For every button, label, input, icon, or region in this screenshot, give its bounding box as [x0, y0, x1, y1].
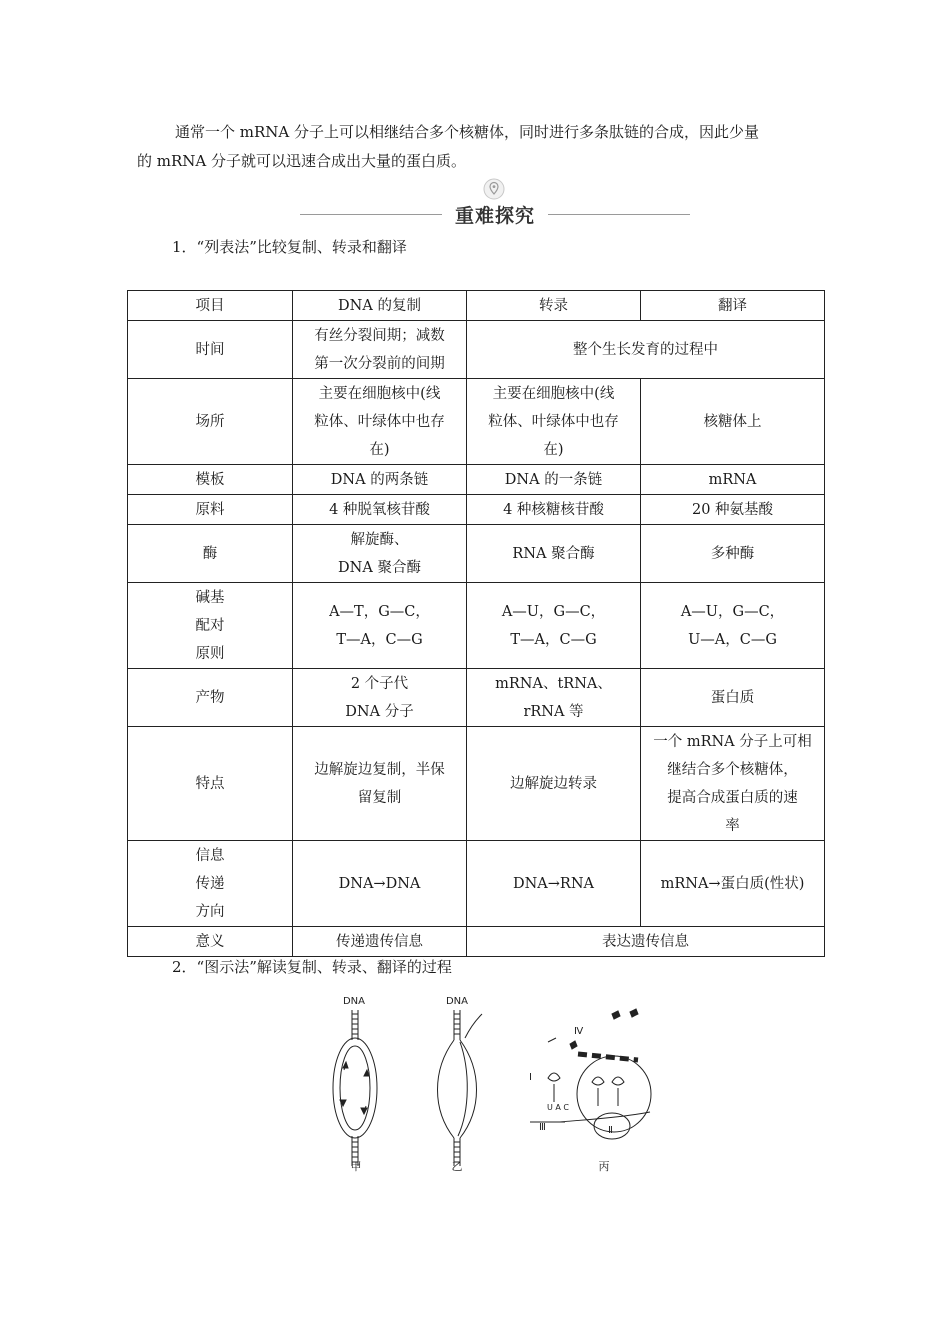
section-heading	[300, 176, 690, 232]
caption-b: 乙	[451, 1160, 463, 1173]
transcription-diagram	[438, 996, 483, 1166]
table-row-meaning	[128, 927, 825, 957]
cell-translation: 多种酶	[641, 525, 825, 583]
section-rule-right	[548, 214, 690, 215]
cell-replication: 主要在细胞核中(线 粒体、叶绿体中也存 在)	[293, 379, 467, 465]
cell-transcription: A—U，G—C， T—A，C—G	[467, 583, 641, 669]
table-row-product	[128, 669, 825, 727]
row-label: 产物	[128, 669, 293, 727]
table-row-enzyme	[128, 525, 825, 583]
cell-merged: 表达遗传信息	[467, 927, 825, 957]
table-row-time	[128, 321, 825, 379]
table-row-template	[128, 465, 825, 495]
anticodon-label: U A C	[547, 1103, 569, 1112]
dna-label-a: DNA	[342, 996, 366, 1007]
header-cell-translation: 翻译	[641, 291, 825, 321]
roman-label-1: Ⅰ	[529, 1072, 532, 1083]
cell-translation: mRNA→蛋白质(性状)	[641, 841, 825, 927]
header-cell-transcription: 转录	[467, 291, 641, 321]
roman-label-3: Ⅲ	[539, 1122, 546, 1133]
row-label: 信息 传递 方向	[128, 841, 293, 927]
cell-transcription: DNA→RNA	[467, 841, 641, 927]
process-figure-svg	[320, 990, 680, 1180]
table-row-feature	[128, 727, 825, 841]
replication-diagram	[333, 996, 377, 1166]
heading-table-method: 1．“列表法”比较复制、转录和翻译	[172, 238, 407, 256]
row-label: 酶	[128, 525, 293, 583]
cell-replication: A—T，G—C， T—A，C—G	[293, 583, 467, 669]
row-label: 特点	[128, 727, 293, 841]
roman-label-4: Ⅳ	[574, 1026, 584, 1037]
row-label: 时间	[128, 321, 293, 379]
table-row-place	[128, 379, 825, 465]
cell-transcription: 边解旋边转录	[467, 727, 641, 841]
row-label: 模板	[128, 465, 293, 495]
caption-a: 甲	[350, 1160, 362, 1173]
table-header-row	[128, 291, 825, 321]
heading-figure-method: 2．“图示法”解读复制、转录、翻译的过程	[172, 958, 452, 976]
cell-transcription: mRNA、tRNA、 rRNA 等	[467, 669, 641, 727]
table-row-pairing	[128, 583, 825, 669]
cell-replication: 有丝分裂间期；减数 第一次分裂前的间期	[293, 321, 467, 379]
cell-replication: 2 个子代 DNA 分子	[293, 669, 467, 727]
cell-merged: 整个生长发育的过程中	[467, 321, 825, 379]
roman-label-2: Ⅱ	[608, 1125, 613, 1136]
intro-line-1: 通常一个 mRNA 分子上可以相继结合多个核糖体，同时进行多条肽链的合成，因此少量	[175, 123, 760, 141]
cell-transcription: 主要在细胞核中(线 粒体、叶绿体中也存 在)	[467, 379, 641, 465]
table-row-direction	[128, 841, 825, 927]
translation-diagram	[530, 1009, 651, 1139]
cell-translation: 20 种氨基酸	[641, 495, 825, 525]
cell-replication: 传递遗传信息	[293, 927, 467, 957]
cell-translation: 蛋白质	[641, 669, 825, 727]
cell-replication: DNA 的两条链	[293, 465, 467, 495]
cell-translation: mRNA	[641, 465, 825, 495]
caption-c: 丙	[598, 1160, 610, 1173]
row-label: 原料	[128, 495, 293, 525]
header-cell-replication: DNA 的复制	[293, 291, 467, 321]
cell-replication: 4 种脱氧核苷酸	[293, 495, 467, 525]
comparison-table	[127, 290, 825, 957]
dna-label-b: DNA	[445, 996, 469, 1007]
table-row-material	[128, 495, 825, 525]
cell-replication: DNA→DNA	[293, 841, 467, 927]
row-label: 碱基 配对 原则	[128, 583, 293, 669]
header-cell-item: 项目	[128, 291, 293, 321]
cell-translation: 核糖体上	[641, 379, 825, 465]
location-pin-icon	[483, 178, 505, 200]
cell-transcription: DNA 的一条链	[467, 465, 641, 495]
cell-translation: A—U，G—C， U—A，C—G	[641, 583, 825, 669]
cell-transcription: RNA 聚合酶	[467, 525, 641, 583]
intro-paragraph	[137, 118, 827, 176]
cell-replication: 边解旋边复制，半保 留复制	[293, 727, 467, 841]
section-title: 重难探究	[454, 205, 535, 227]
row-label: 意义	[128, 927, 293, 957]
cell-transcription: 4 种核糖核苷酸	[467, 495, 641, 525]
intro-line-2: 的 mRNA 分子就可以迅速合成出大量的蛋白质。	[137, 152, 467, 170]
row-label: 场所	[128, 379, 293, 465]
process-figure	[320, 990, 680, 1180]
cell-translation: 一个 mRNA 分子上可相 继结合多个核糖体， 提高合成蛋白质的速 率	[641, 727, 825, 841]
cell-replication: 解旋酶、 DNA 聚合酶	[293, 525, 467, 583]
